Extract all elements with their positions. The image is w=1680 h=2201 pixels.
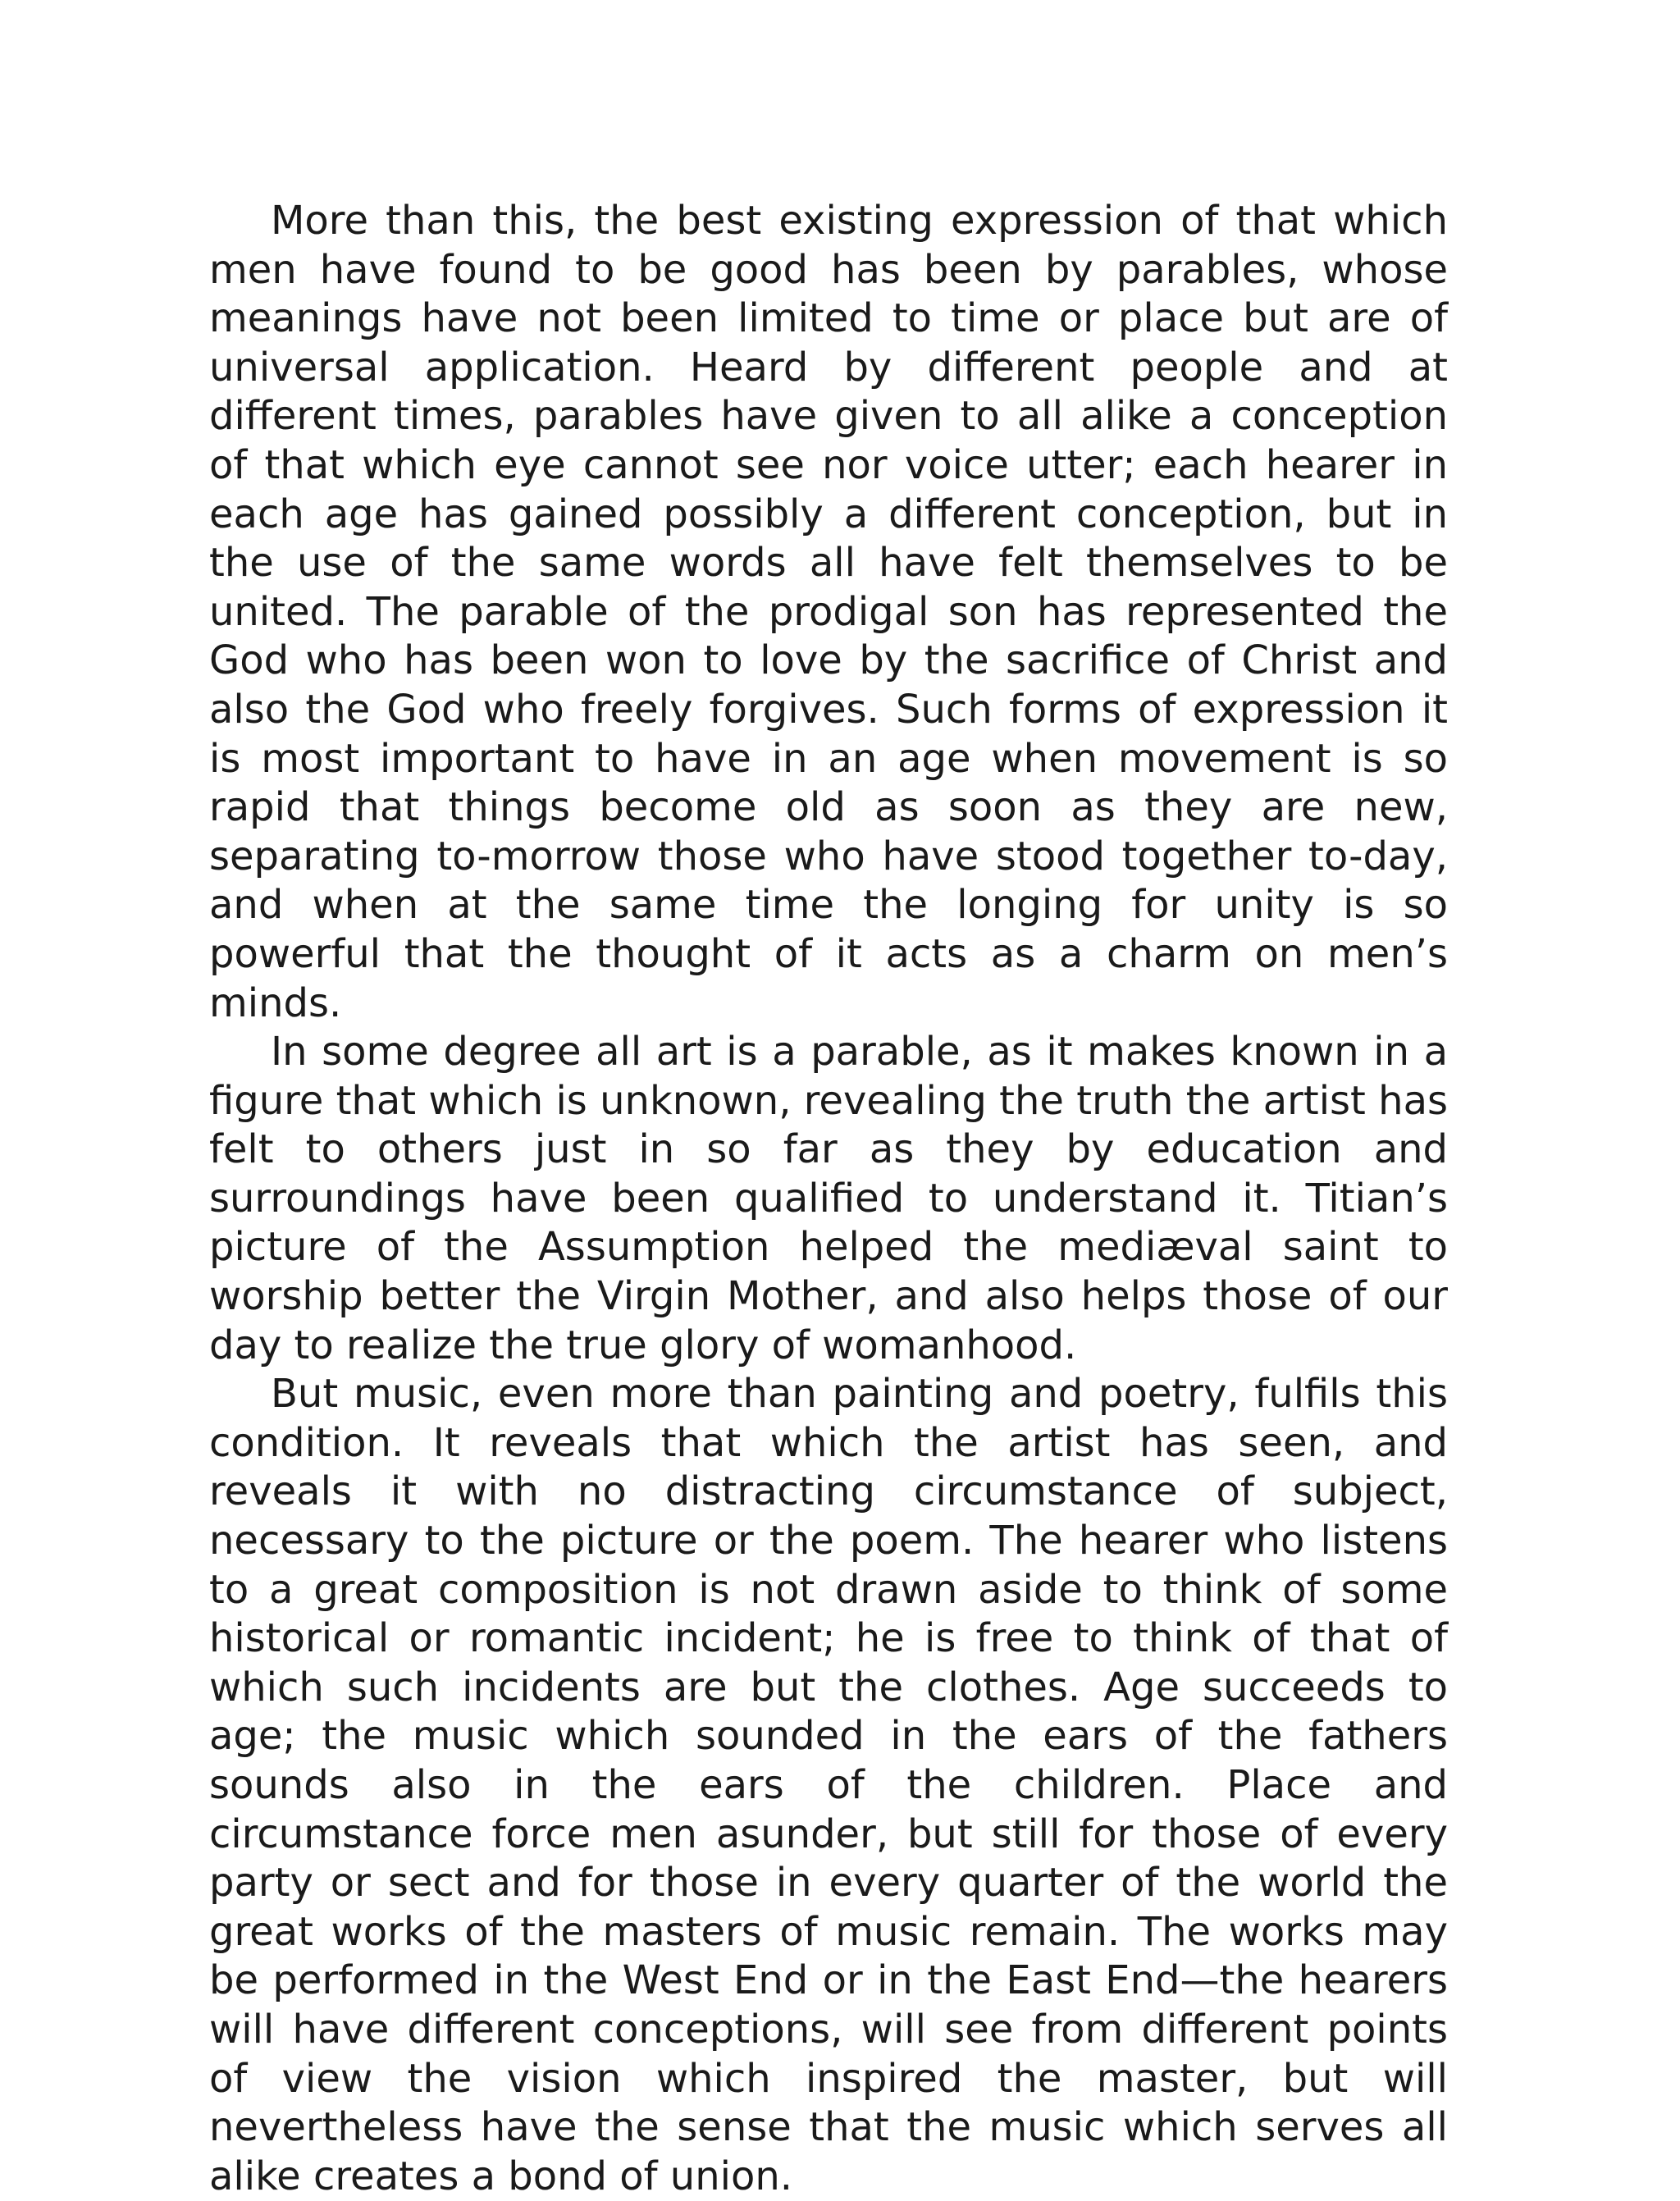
paragraph-parables: More than this, the best existing expression of that which men have found to be good has been by parables, whose meanings have not been limited to time or place but are of universal application. Heard by different people and at different times, parables have given to all alike a conception of that which eye cannot see nor voice utter; each hearer in each age has gained possibly a different conception, but in the use of the same words all have felt themselves to be united. The parable of the prodigal son has represented the God who has been won to love by the sacrifice of Christ and also the God who freely forgives. Such forms of expression it is most important to have in an age when movement is so rapid that things become old as soon as they are new, separating to-morrow those who have stood together to-day, and when at the same time the longing for unity is so powerful that the thought of it acts as a charm on men’s minds. — [209, 198, 1448, 1026]
paragraph-art-as-parable: In some degree all art is a parable, as it makes known in a figure that which is unknown, revealing the truth the artist has felt to others just in so far as they by education and surroundings have been qualified to understand it. Titian’s picture of the Assumption helped the mediæval saint to worship better the Virgin Mother, and also helps those of our day to realize the true glory of womanhood. — [209, 1029, 1448, 1368]
paragraph-music: But music, even more than painting and poetry, fulfils this condition. It reveals that which the artist has seen, and reveals it with no distracting circumstance of subject, necessary to the picture or the poem. The hearer who listens to a great composition is not drawn aside to think of some historical or romantic incident; he is free to think of that of which such incidents are but the clothes. Age succeeds to age; the music which sounded in the ears of the fathers sounds also in the ears of the children. Place and circumstance force men asunder, but still for those of every party or sect and for those in every quarter of the world the great works of the masters of music remain. The works may be performed in the West End or in the East End—the hearers will have different conceptions, will see from different points of view the vision which inspired the master, but will nevertheless have the sense that the music which serves all alike creates a bond of union. — [209, 1371, 1448, 2199]
page-body — [209, 197, 1448, 2201]
